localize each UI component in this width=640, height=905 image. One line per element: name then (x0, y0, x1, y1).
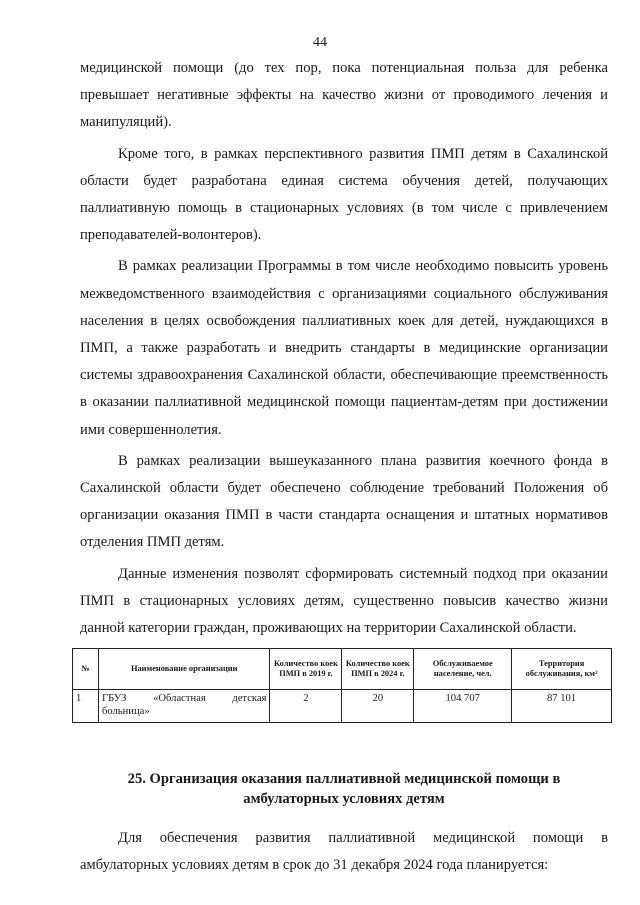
paragraph: медицинской помощи (до тех пор, пока потенциальная польза для ребенка превышает негативные эффекты на качество жизни от проводимого лечения и манипуляций). (80, 60, 608, 131)
table-row (73, 690, 612, 723)
header-beds-2019: Количество коек ПМП в 2019 г. (270, 649, 342, 690)
header-territory: Территория обслуживания, км² (512, 649, 612, 690)
page-number: 44 (313, 35, 327, 50)
document-body (76, 55, 608, 880)
cell-beds-2024: 20 (342, 690, 414, 723)
cell-num: 1 (73, 690, 99, 723)
header-num: № (73, 649, 99, 690)
paragraph: В рамках реализации вышеуказанного плана развития коечного фонда в Сахалинской области будет обеспечено соблюдение требований Положения об организации оказания ПМП в части стандарта оснащения и штатных нормативов отделения ПМП детям. (80, 452, 608, 551)
cell-population: 104 707 (414, 690, 512, 723)
cell-territory: 87 101 (512, 690, 612, 723)
header-beds-2024: Количество коек ПМП в 2024 г. (342, 649, 414, 690)
cell-beds-2019: 2 (270, 690, 342, 723)
header-population: Обслуживаемое население, чел. (414, 649, 512, 690)
paragraph: Данные изменения позволят сформировать системный подход при оказании ПМП в стационарных условиях детям, существенно повысив качество жизни данной категории граждан, проживающих на территории Сахалинской области. (80, 565, 608, 637)
paragraph: Для обеспечения развития паллиативной медицинской помощи в амбулаторных условиях детям в срок до 31 декабря 2024 года планируется: (80, 830, 608, 874)
paragraph: В рамках реализации Программы в том числе необходимо повысить уровень межведомственного взаимодействия с организациями социального обслуживания населения в целях освобождения паллиативных коек для детей, нуждающихся в ПМП, а также разработать и внедрить стандарты в медицинские организации системы здравоохранения Сахалинской области, обеспечивающие преемственность в оказании паллиативной медицинской помощи пациентам-детям при достижении ими совершеннолетия. (80, 258, 608, 438)
table-header-row (73, 649, 612, 690)
cell-organization: ГБУЗ «Областная детская больница» (98, 690, 270, 723)
header-organization: Наименование организации (98, 649, 270, 690)
beds-table (72, 648, 612, 723)
paragraph: Кроме того, в рамках перспективного развития ПМП детям в Сахалинской области будет разработана единая система обучения детей, получающих паллиативную помощь в стационарных условиях (в том числе с привлечением преподавателей-волонтеров). (80, 145, 608, 244)
section-heading: 25. Организация оказания паллиативной медицинской помощи в амбулаторных условиях детям (127, 771, 561, 808)
